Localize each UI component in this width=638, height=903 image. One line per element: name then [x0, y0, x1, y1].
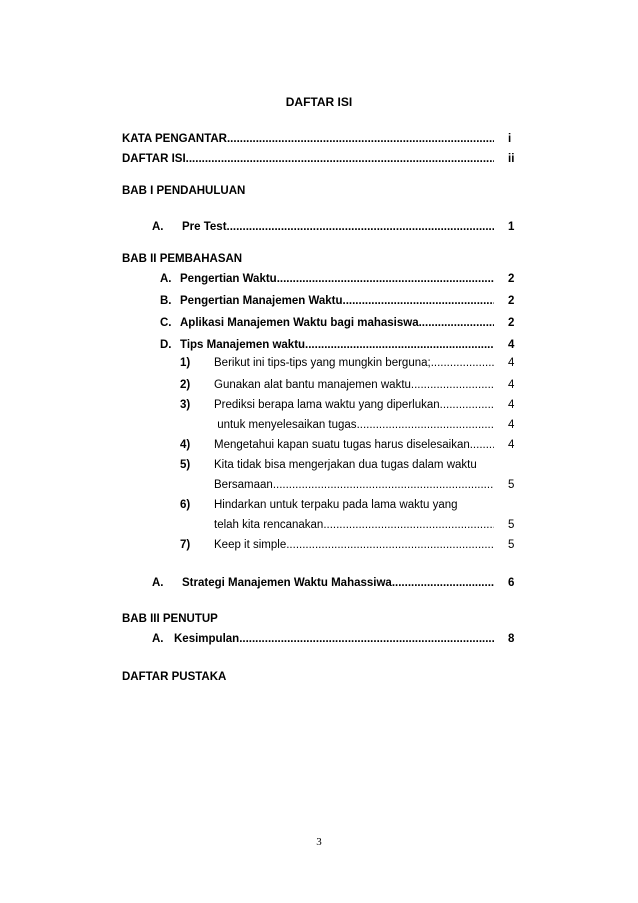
- toc-entry-aplikasi-manajemen-waktu[interactable]: [180, 314, 494, 330]
- toc-page-number: 2: [508, 295, 515, 307]
- toc-marker: 1): [180, 357, 191, 369]
- toc-entry-kata-pengantar[interactable]: [122, 130, 494, 146]
- toc-marker: 7): [180, 539, 191, 551]
- toc-page-number: 5: [508, 519, 515, 531]
- toc-entry-tip-3[interactable]: [214, 396, 494, 412]
- chapter-heading-bab2: BAB II PEMBAHASAN: [122, 253, 243, 265]
- toc-entry-kesimpulan[interactable]: [174, 630, 494, 646]
- toc-entry-strategi-manajemen-waktu[interactable]: [182, 574, 494, 590]
- toc-marker: B.: [160, 295, 172, 307]
- toc-marker: 6): [180, 499, 191, 511]
- toc-entry-tip-5-continued[interactable]: [214, 476, 494, 492]
- toc-entry-label: untuk menyelesaikan tugas: [214, 419, 357, 431]
- toc-entry-label: Bersamaan: [214, 479, 273, 491]
- toc-page-number: 5: [508, 479, 515, 491]
- toc-page-number: 5: [508, 539, 515, 551]
- toc-page-number: 4: [508, 379, 515, 391]
- toc-entry-label: Pengertian Manajemen Waktu: [180, 295, 343, 307]
- toc-entry-daftar-pustaka[interactable]: DAFTAR PUSTAKA: [122, 671, 227, 683]
- toc-page-number: 6: [508, 577, 515, 589]
- toc-entry-label: Pengertian Waktu: [180, 273, 277, 285]
- toc-page-number: 4: [508, 339, 515, 351]
- toc-marker: 4): [180, 439, 191, 451]
- toc-entry-label: KATA PENGANTAR: [122, 133, 227, 145]
- toc-marker: 5): [180, 459, 191, 471]
- toc-entry-label: Gunakan alat bantu manajemen waktu: [214, 379, 411, 391]
- toc-entry-tip-1[interactable]: [214, 354, 494, 370]
- toc-marker: A.: [152, 633, 164, 645]
- toc-entry-tip-6[interactable]: Hindarkan untuk terpaku pada lama waktu yang: [214, 499, 458, 511]
- toc-marker: 2): [180, 379, 191, 391]
- toc-marker: A.: [152, 221, 164, 233]
- toc-entry-tip-7[interactable]: [214, 536, 494, 552]
- toc-entry-daftar-isi[interactable]: [122, 150, 494, 166]
- toc-entry-label: telah kita rencanakan: [214, 519, 324, 531]
- toc-page-number: 4: [508, 399, 515, 411]
- toc-page-number: ii: [508, 153, 515, 165]
- toc-marker: 3): [180, 399, 191, 411]
- toc-page-number: 4: [508, 439, 515, 451]
- toc-entry-label: DAFTAR ISI: [122, 153, 186, 165]
- toc-entry-label: Mengetahui kapan suatu tugas harus diselesaikan: [214, 439, 470, 451]
- toc-marker: D.: [160, 339, 172, 351]
- page-title: DAFTAR ISI: [285, 95, 353, 109]
- toc-entry-label: Keep it simple: [214, 539, 287, 551]
- toc-entry-tip-6-continued[interactable]: [214, 516, 494, 532]
- toc-page-number: 2: [508, 317, 515, 329]
- toc-entry-label: Tips Manajemen waktu: [180, 339, 306, 351]
- toc-entry-label: Strategi Manajemen Waktu Mahassiwa: [182, 577, 392, 589]
- page-number-footer: 3: [316, 836, 322, 848]
- toc-entry-label: Berikut ini tips-tips yang mungkin berguna;: [214, 357, 431, 369]
- toc-page-number: i: [508, 133, 512, 145]
- toc-marker: C.: [160, 317, 172, 329]
- toc-entry-tip-2[interactable]: [214, 376, 494, 392]
- toc-page-number: 4: [508, 357, 515, 369]
- toc-marker: A.: [152, 577, 164, 589]
- toc-entry-tips-manajemen-waktu[interactable]: [180, 336, 494, 352]
- chapter-heading-bab3: BAB III PENUTUP: [122, 613, 218, 625]
- toc-page-number: 4: [508, 419, 515, 431]
- chapter-heading-bab1: BAB I PENDAHULUAN: [122, 185, 246, 197]
- toc-entry-label: Prediksi berapa lama waktu yang diperlukan: [214, 399, 440, 411]
- toc-entry-tip-4[interactable]: [214, 436, 494, 452]
- toc-marker: A.: [160, 273, 172, 285]
- toc-entry-pre-test[interactable]: [182, 218, 494, 234]
- toc-entry-tip-5[interactable]: Kita tidak bisa mengerjakan dua tugas dalam waktu: [214, 459, 477, 471]
- toc-entry-label: Aplikasi Manajemen Waktu bagi mahasiswa: [180, 317, 419, 329]
- toc-entry-pengertian-waktu[interactable]: [180, 270, 494, 286]
- toc-entry-pengertian-manajemen-waktu[interactable]: [180, 292, 494, 308]
- toc-page-number: 1: [508, 221, 515, 233]
- toc-entry-label: Pre Test: [182, 221, 227, 233]
- toc-entry-tip-3-continued[interactable]: [214, 416, 494, 432]
- toc-page-number: 2: [508, 273, 515, 285]
- toc-entry-label: Kesimpulan: [174, 633, 240, 645]
- toc-page-number: 8: [508, 633, 515, 645]
